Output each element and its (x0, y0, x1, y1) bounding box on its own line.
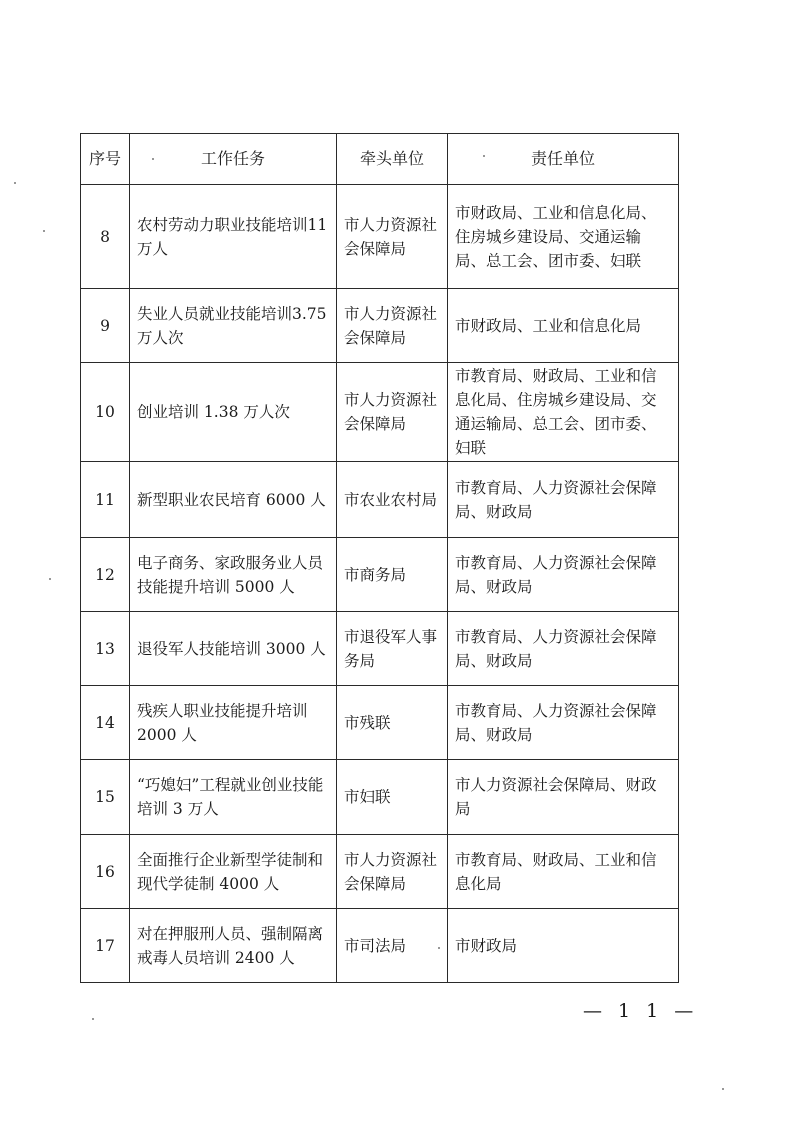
row-number: 14 (81, 686, 130, 760)
row-task: 电子商务、家政服务业人员技能提升培训 5000 人 (130, 538, 337, 612)
header-number: 序号 (81, 134, 130, 185)
row-responsible-units: 市教育局、人力资源社会保障局、财政局 (448, 538, 679, 612)
row-lead-unit: 市人力资源社会保障局 (337, 289, 448, 363)
row-task: “巧媳妇”工程就业创业技能培训 3 万人 (130, 760, 337, 835)
scan-speck (43, 230, 45, 232)
row-lead-unit: 市人力资源社会保障局 (337, 835, 448, 909)
row-responsible-units: 市教育局、财政局、工业和信息化局、住房城乡建设局、交通运输局、总工会、团市委、妇联 (448, 363, 679, 462)
row-responsible-units: 市教育局、财政局、工业和信息化局 (448, 835, 679, 909)
row-task: 全面推行企业新型学徒制和现代学徒制 4000 人 (130, 835, 337, 909)
row-number: 17 (81, 909, 130, 983)
table-row (81, 538, 679, 612)
scan-speck (49, 578, 51, 580)
table-row (81, 462, 679, 538)
table-row (81, 760, 679, 835)
row-task: 失业人员就业技能培训3.75万人次 (130, 289, 337, 363)
scan-speck (14, 182, 16, 184)
row-lead-unit: 市司法局 (337, 909, 448, 983)
row-number: 11 (81, 462, 130, 538)
scan-speck (92, 1018, 94, 1020)
table-row (81, 612, 679, 686)
table-row (81, 185, 679, 289)
scan-speck (438, 947, 440, 949)
row-lead-unit: 市残联 (337, 686, 448, 760)
row-responsible-units: 市财政局 (448, 909, 679, 983)
row-lead-unit: 市退役军人事务局 (337, 612, 448, 686)
row-task: 农村劳动力职业技能培训11万人 (130, 185, 337, 289)
row-lead-unit: 市人力资源社会保障局 (337, 185, 448, 289)
row-number: 16 (81, 835, 130, 909)
row-responsible-units: 市人力资源社会保障局、财政局 (448, 760, 679, 835)
row-responsible-units: 市教育局、人力资源社会保障局、财政局 (448, 462, 679, 538)
header-task: 工作任务 (130, 134, 337, 185)
table-header-row (81, 134, 679, 185)
row-lead-unit: 市商务局 (337, 538, 448, 612)
row-task: 对在押服刑人员、强制隔离戒毒人员培训 2400 人 (130, 909, 337, 983)
table-row (81, 686, 679, 760)
table-row (81, 289, 679, 363)
row-number: 9 (81, 289, 130, 363)
row-lead-unit: 市人力资源社会保障局 (337, 363, 448, 462)
row-number: 8 (81, 185, 130, 289)
row-number: 13 (81, 612, 130, 686)
row-task: 创业培训 1.38 万人次 (130, 363, 337, 462)
row-lead-unit: 市农业农村局 (337, 462, 448, 538)
table-row (81, 909, 679, 983)
scan-speck (722, 1088, 724, 1090)
row-number: 15 (81, 760, 130, 835)
row-responsible-units: 市财政局、工业和信息化局、住房城乡建设局、交通运输局、总工会、团市委、妇联 (448, 185, 679, 289)
row-responsible-units: 市教育局、人力资源社会保障局、财政局 (448, 686, 679, 760)
row-responsible-units: 市教育局、人力资源社会保障局、财政局 (448, 612, 679, 686)
row-number: 12 (81, 538, 130, 612)
row-responsible-units: 市财政局、工业和信息化局 (448, 289, 679, 363)
row-number: 10 (81, 363, 130, 462)
page-number: — 1 1 — (583, 1000, 699, 1022)
table-row (81, 835, 679, 909)
task-table (80, 133, 679, 983)
scan-speck (152, 158, 154, 160)
row-task: 新型职业农民培育 6000 人 (130, 462, 337, 538)
header-lead-unit: 牵头单位 (337, 134, 448, 185)
row-task: 残疾人职业技能提升培训2000 人 (130, 686, 337, 760)
row-task: 退役军人技能培训 3000 人 (130, 612, 337, 686)
scan-speck (483, 155, 485, 157)
row-lead-unit: 市妇联 (337, 760, 448, 835)
table-row (81, 363, 679, 462)
header-responsible-units: 责任单位 (448, 134, 679, 185)
